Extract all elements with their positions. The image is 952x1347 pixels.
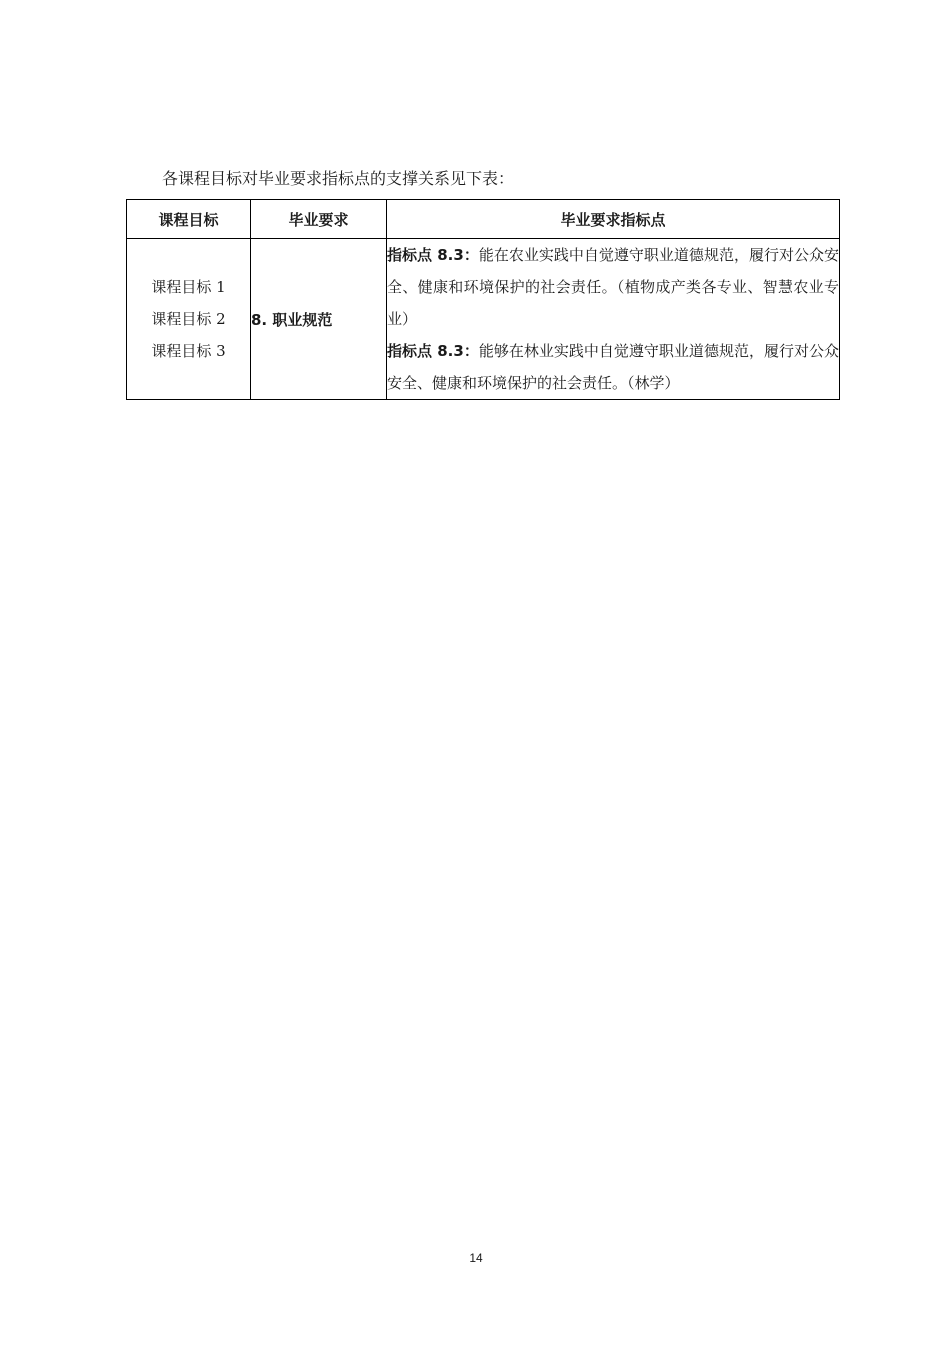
indicator-point xyxy=(387,335,839,399)
course-goal-item: 课程目标 1 xyxy=(151,278,226,296)
table-row xyxy=(127,239,840,400)
course-goal-item: 课程目标 2 xyxy=(151,310,226,328)
header-graduation-requirement: 毕业要求 xyxy=(251,200,387,239)
header-course-goal: 课程目标 xyxy=(127,200,251,239)
intro-paragraph: 各课程目标对毕业要求指标点的支撑关系见下表： xyxy=(162,169,515,188)
indicator-text: 能在农业实践中自觉遵守职业道德规范，履行对公众安全、健康和环境保护的社会责任。（植物成产类各专业、智慧农业专业） xyxy=(387,246,839,328)
indicator-text: 能够在林业实践中自觉遵守职业道德规范，履行对公众安全、健康和环境保护的社会责任。（林学） xyxy=(387,342,839,392)
support-relationship-table xyxy=(126,199,840,400)
course-goals-cell xyxy=(127,239,251,400)
indicator-label: 指标点 8.3： xyxy=(387,342,479,360)
table-header-row xyxy=(127,200,840,239)
header-requirement-indicator: 毕业要求指标点 xyxy=(387,200,840,239)
page-number: 14 xyxy=(469,1251,483,1265)
indicator-cell xyxy=(387,239,840,400)
indicator-point xyxy=(387,239,839,335)
indicator-label: 指标点 8.3： xyxy=(387,246,479,264)
course-goal-item: 课程目标 3 xyxy=(151,342,226,360)
graduation-requirement-cell: 8. 职业规范 xyxy=(251,239,387,400)
